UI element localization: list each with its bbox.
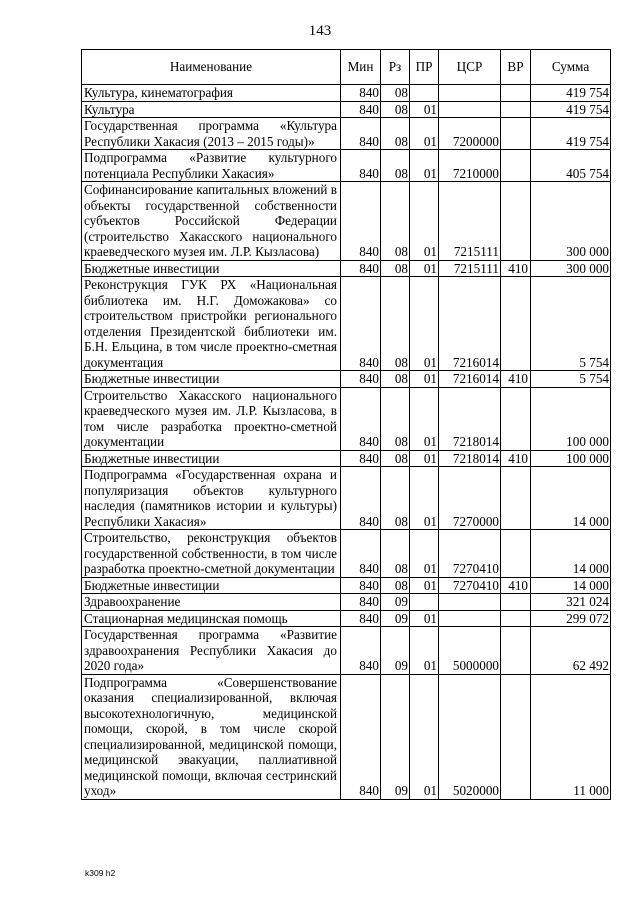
cell-csr: 7210000	[439, 150, 501, 182]
cell-name: Государственная программа «Развитие здравоохранения Республики Хакасия до 2020 года»	[82, 627, 341, 675]
cell-rz: 08	[381, 371, 410, 388]
cell-sum: 11 000	[531, 674, 611, 799]
cell-min: 840	[341, 674, 381, 799]
cell-min: 840	[341, 387, 381, 450]
cell-name: Подпрограмма «Государственная охрана и популяризация объектов культурного наследия (памятников истории и культуры) Республики Хакасия»	[82, 467, 341, 530]
cell-min: 840	[341, 610, 381, 627]
table-row	[82, 260, 611, 277]
table-row	[82, 627, 611, 675]
cell-name: Бюджетные инвестиции	[82, 450, 341, 467]
cell-min: 840	[341, 627, 381, 675]
cell-sum: 321 024	[531, 594, 611, 611]
cell-pr: 01	[410, 610, 439, 627]
cell-name: Строительство Хакасского национального краеведческого музея им. Л.Р. Кызласова, в том числе разработка проектно-сметной документации	[82, 387, 341, 450]
cell-min: 840	[341, 118, 381, 150]
cell-rz: 09	[381, 610, 410, 627]
cell-sum: 299 072	[531, 610, 611, 627]
table-body	[82, 85, 611, 800]
cell-rz: 08	[381, 118, 410, 150]
cell-rz: 08	[381, 577, 410, 594]
cell-pr: 01	[410, 150, 439, 182]
cell-csr: 7218014	[439, 387, 501, 450]
cell-name: Бюджетные инвестиции	[82, 260, 341, 277]
cell-sum: 100 000	[531, 450, 611, 467]
table-header	[82, 50, 611, 85]
cell-min: 840	[341, 530, 381, 578]
cell-csr	[439, 610, 501, 627]
table-row	[82, 85, 611, 102]
cell-vr	[501, 101, 531, 118]
header-name: Наименование	[82, 50, 341, 85]
cell-csr: 7200000	[439, 118, 501, 150]
cell-sum: 14 000	[531, 577, 611, 594]
cell-rz: 08	[381, 101, 410, 118]
cell-pr: 01	[410, 674, 439, 799]
cell-vr	[501, 610, 531, 627]
cell-min: 840	[341, 371, 381, 388]
table-row	[82, 674, 611, 799]
cell-rz: 08	[381, 467, 410, 530]
table-row	[82, 577, 611, 594]
cell-vr	[501, 530, 531, 578]
cell-pr: 01	[410, 577, 439, 594]
header-row	[82, 50, 611, 85]
cell-vr	[501, 85, 531, 102]
cell-rz: 09	[381, 674, 410, 799]
table-row	[82, 387, 611, 450]
cell-pr: 01	[410, 277, 439, 371]
cell-vr	[501, 150, 531, 182]
table-row	[82, 371, 611, 388]
cell-vr: 410	[501, 450, 531, 467]
cell-vr	[501, 387, 531, 450]
cell-rz: 08	[381, 277, 410, 371]
cell-rz: 08	[381, 150, 410, 182]
cell-pr: 01	[410, 450, 439, 467]
cell-pr	[410, 85, 439, 102]
cell-name: Подпрограмма «Развитие культурного потенциала Республики Хакасия»	[82, 150, 341, 182]
table-row	[82, 150, 611, 182]
cell-sum: 300 000	[531, 182, 611, 261]
cell-sum: 62 492	[531, 627, 611, 675]
cell-vr: 410	[501, 260, 531, 277]
table-row	[82, 101, 611, 118]
cell-vr	[501, 182, 531, 261]
cell-min: 840	[341, 182, 381, 261]
cell-csr: 7215111	[439, 260, 501, 277]
cell-sum: 419 754	[531, 118, 611, 150]
cell-min: 840	[341, 85, 381, 102]
cell-sum: 5 754	[531, 371, 611, 388]
cell-min: 840	[341, 277, 381, 371]
cell-rz: 09	[381, 594, 410, 611]
cell-csr	[439, 594, 501, 611]
cell-rz: 08	[381, 450, 410, 467]
cell-sum: 14 000	[531, 467, 611, 530]
cell-pr: 01	[410, 118, 439, 150]
cell-csr: 7216014	[439, 371, 501, 388]
cell-rz: 08	[381, 387, 410, 450]
cell-sum: 100 000	[531, 387, 611, 450]
cell-rz: 08	[381, 530, 410, 578]
cell-vr: 410	[501, 577, 531, 594]
table-row	[82, 610, 611, 627]
cell-pr: 01	[410, 182, 439, 261]
cell-name: Бюджетные инвестиции	[82, 371, 341, 388]
cell-csr	[439, 101, 501, 118]
header-min: Мин	[341, 50, 381, 85]
header-csr: ЦСР	[439, 50, 501, 85]
table-row	[82, 277, 611, 371]
cell-vr	[501, 467, 531, 530]
table-row	[82, 118, 611, 150]
cell-name: Государственная программа «Культура Республики Хакасия (2013 – 2015 годы)»	[82, 118, 341, 150]
cell-csr: 7215111	[439, 182, 501, 261]
cell-sum: 5 754	[531, 277, 611, 371]
cell-name: Бюджетные инвестиции	[82, 577, 341, 594]
cell-vr	[501, 118, 531, 150]
cell-pr: 01	[410, 371, 439, 388]
cell-rz: 08	[381, 182, 410, 261]
cell-name: Культура	[82, 101, 341, 118]
page-number: 143	[308, 23, 332, 39]
table-row	[82, 467, 611, 530]
table-row	[82, 450, 611, 467]
cell-min: 840	[341, 594, 381, 611]
cell-min: 840	[341, 260, 381, 277]
cell-csr: 7270410	[439, 577, 501, 594]
cell-name: Строительство, реконструкция объектов государственной собственности, в том числе разработка проектно-сметной документации	[82, 530, 341, 578]
cell-pr: 01	[410, 467, 439, 530]
cell-pr: 01	[410, 387, 439, 450]
cell-min: 840	[341, 577, 381, 594]
cell-name: Реконструкция ГУК РХ «Национальная библиотека им. Н.Г. Доможакова» со строительством пристройки регионального отделения Президентской библиотеки им. Б.Н. Ельцина, в том числе проектно-сметная документация	[82, 277, 341, 371]
table-row	[82, 530, 611, 578]
cell-name: Культура, кинематография	[82, 85, 341, 102]
cell-min: 840	[341, 467, 381, 530]
cell-name: Софинансирование капитальных вложений в объекты государственной собственности субъектов Российской Федерации (строительство Хакасского национального краеведческого музея им. Л.Р. Кызласова)	[82, 182, 341, 261]
cell-csr: 7270000	[439, 467, 501, 530]
cell-vr	[501, 594, 531, 611]
cell-rz: 08	[381, 85, 410, 102]
budget-table	[81, 49, 611, 800]
cell-csr: 5020000	[439, 674, 501, 799]
cell-csr: 7218014	[439, 450, 501, 467]
cell-name: Стационарная медицинская помощь	[82, 610, 341, 627]
cell-csr: 7216014	[439, 277, 501, 371]
header-pr: ПР	[410, 50, 439, 85]
cell-vr: 410	[501, 371, 531, 388]
cell-sum: 300 000	[531, 260, 611, 277]
cell-pr	[410, 594, 439, 611]
cell-min: 840	[341, 150, 381, 182]
cell-name: Здравоохранение	[82, 594, 341, 611]
cell-vr	[501, 277, 531, 371]
footer-code: k309 h2	[85, 868, 116, 878]
cell-name: Подпрограмма «Совершенствование оказания специализированной, включая высокотехнологичную, медицинской помощи, скорой, в том числе скорой специализированной, медицинской помощи, медицинской эвакуации, паллиативной медицинской помощи, включая сестринский уход»	[82, 674, 341, 799]
cell-rz: 09	[381, 627, 410, 675]
header-vr: ВР	[501, 50, 531, 85]
cell-vr	[501, 674, 531, 799]
cell-min: 840	[341, 101, 381, 118]
cell-sum: 405 754	[531, 150, 611, 182]
cell-sum: 419 754	[531, 101, 611, 118]
cell-pr: 01	[410, 530, 439, 578]
table-row	[82, 182, 611, 261]
cell-sum: 14 000	[531, 530, 611, 578]
cell-rz: 08	[381, 260, 410, 277]
cell-pr: 01	[410, 260, 439, 277]
cell-csr	[439, 85, 501, 102]
cell-pr: 01	[410, 627, 439, 675]
table-row	[82, 594, 611, 611]
cell-csr: 7270410	[439, 530, 501, 578]
header-rz: Рз	[381, 50, 410, 85]
cell-sum: 419 754	[531, 85, 611, 102]
cell-vr	[501, 627, 531, 675]
cell-min: 840	[341, 450, 381, 467]
cell-pr: 01	[410, 101, 439, 118]
cell-csr: 5000000	[439, 627, 501, 675]
header-sum: Сумма	[531, 50, 611, 85]
